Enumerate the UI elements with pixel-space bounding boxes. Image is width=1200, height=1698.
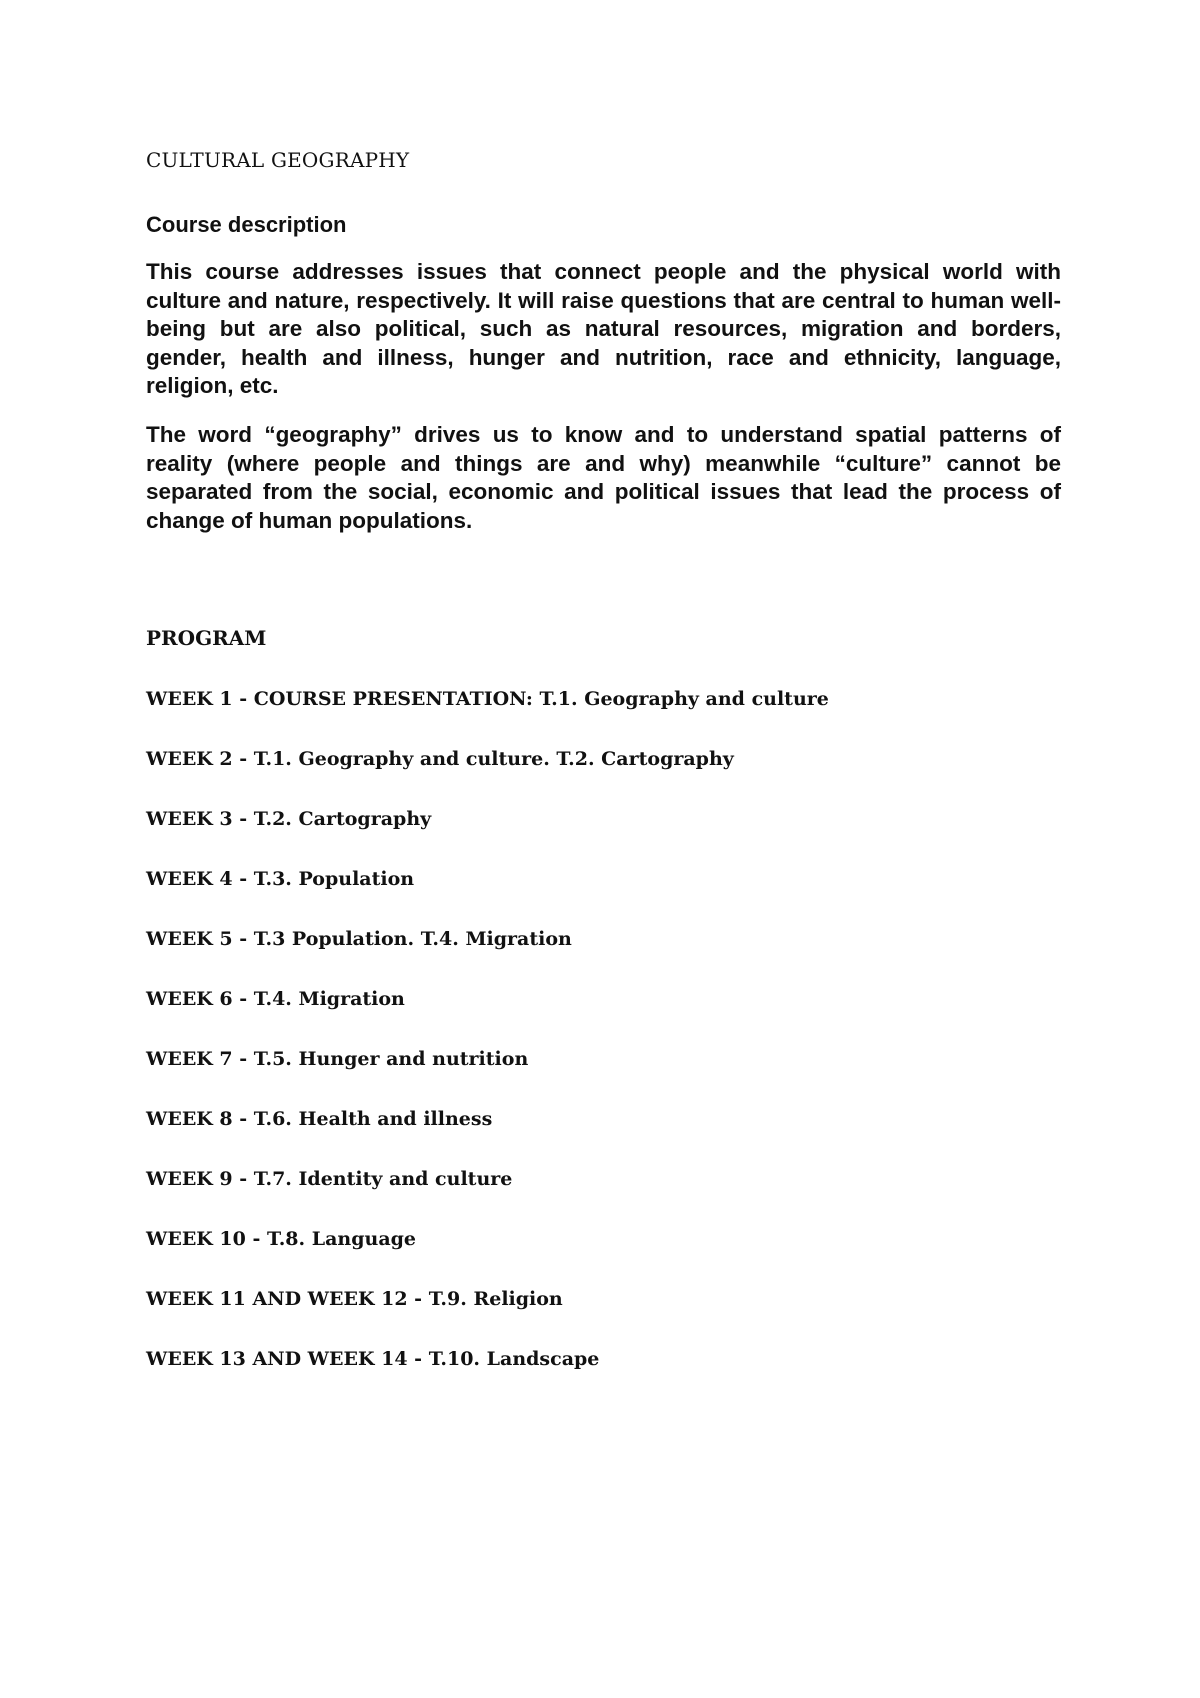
course-description-paragraph: This course addresses issues that connect people and the physical world with culture and nature, respectively. It will raise questions that are central to human well-being but are also political, such as natural resources, migration and borders, gender, health and illness, hunger and nutrition, race and ethnicity, language, religion, etc. <box>146 259 1061 398</box>
week-topic: T.3. Population <box>253 868 415 890</box>
week-separator: - <box>407 1348 429 1370</box>
week-label: WEEK 3 <box>146 808 233 830</box>
week-separator: - <box>232 928 254 950</box>
program-week-list <box>146 685 829 1405</box>
week-label: WEEK 6 <box>146 988 233 1010</box>
week-label: WEEK 10 <box>146 1228 246 1250</box>
week-item <box>146 805 829 865</box>
week-label: WEEK 13 AND WEEK 14 <box>146 1348 408 1370</box>
document-title: CULTURAL GEOGRAPHY <box>146 148 410 172</box>
week-label: WEEK 11 AND WEEK 12 <box>146 1288 408 1310</box>
week-item <box>146 925 829 985</box>
week-topic: T.10. Landscape <box>428 1348 600 1370</box>
week-separator: - <box>232 1168 254 1190</box>
week-separator: - <box>232 868 254 890</box>
week-item <box>146 1285 829 1345</box>
course-description-paragraph: The word “geography” drives us to know and to understand spatial patterns of reality (where people and things are and why) meanwhile “culture” cannot be separated from the social, economic and political issues that lead the process of change of human populations. <box>146 422 1061 533</box>
week-topic: T.5. Hunger and nutrition <box>253 1048 529 1070</box>
week-label: WEEK 4 <box>146 868 233 890</box>
week-separator: - <box>232 688 254 710</box>
week-separator: - <box>232 748 254 770</box>
week-topic: COURSE PRESENTATION: T.1. Geography and culture <box>253 688 829 710</box>
week-label: WEEK 2 <box>146 748 233 770</box>
week-item <box>146 1345 829 1405</box>
week-separator: - <box>232 1048 254 1070</box>
week-item <box>146 745 829 805</box>
week-separator: - <box>407 1288 429 1310</box>
week-separator: - <box>232 988 254 1010</box>
week-topic: T.3 Population. T.4. Migration <box>253 928 572 950</box>
week-item <box>146 985 829 1045</box>
week-topic: T.8. Language <box>267 1228 417 1250</box>
week-label: WEEK 5 <box>146 928 233 950</box>
week-separator: - <box>232 1108 254 1130</box>
week-item <box>146 1225 829 1285</box>
week-topic: T.4. Migration <box>253 988 405 1010</box>
week-label: WEEK 1 <box>146 688 233 710</box>
week-topic: T.9. Religion <box>428 1288 563 1310</box>
week-topic: T.2. Cartography <box>253 808 432 830</box>
week-label: WEEK 9 <box>146 1168 233 1190</box>
week-item <box>146 685 829 745</box>
week-label: WEEK 7 <box>146 1048 233 1070</box>
week-label: WEEK 8 <box>146 1108 233 1130</box>
week-item <box>146 1105 829 1165</box>
week-item <box>146 865 829 925</box>
week-separator: - <box>232 808 254 830</box>
week-item <box>146 1165 829 1225</box>
program-heading: PROGRAM <box>146 626 267 650</box>
course-description-heading: Course description <box>146 212 347 237</box>
week-topic: T.6. Health and illness <box>253 1108 493 1130</box>
week-topic: T.7. Identity and culture <box>253 1168 513 1190</box>
week-item <box>146 1045 829 1105</box>
week-topic: T.1. Geography and culture. T.2. Cartography <box>253 748 734 770</box>
week-separator: - <box>245 1228 267 1250</box>
